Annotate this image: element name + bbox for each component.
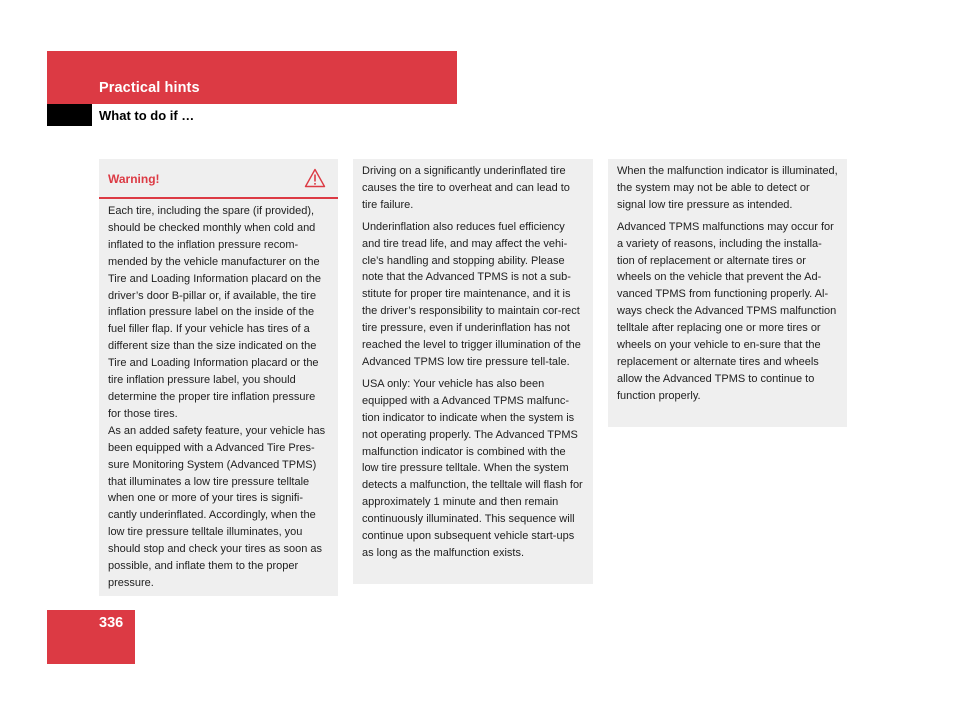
page-number: 336 xyxy=(99,615,124,631)
warning-paragraph: Each tire, including the spare (if provided), should be checked monthly when cold and inflated to the inflation pressure recom-mended by the vehicle manufacturer on the Tire and Loading Information placard on the driver’s door B-pillar or, if available, the tire inflation pressure label on the inside of the fuel filler flap. If your vehicle has tires of a different size than the size indicated on the Tire and Loading Information placard or the tire inflation pressure label, you should determine the proper tire inflation pressure for those tires. xyxy=(108,205,322,420)
warning-body xyxy=(99,199,338,592)
body-paragraph: Underinflation also reduces fuel efficiency and tire tread life, and may affect the vehi-cle’s handling and stopping ability. Please note that the Advanced TPMS is not a sub-stitute for proper tire maintenance, and it is the driver’s responsibility to maintain cor-rect tire pressure, even if underinflation has not reached the level to trigger illumination of the Advanced TPMS low tire pressure tell-tale. xyxy=(362,220,581,368)
body-paragraph: USA only: Your vehicle has also been equipped with a Advanced TPMS malfunc-tion indicator to indicate when the system is not operating properly. The Advanced TPMS malfunction indicator is combined with the low tire pressure telltale. When the system detects a malfunction, the telltale will flash for approximately 1 minute and then remain continuously illuminated. This sequence will continue upon subsequent vehicle start-ups as long as the malfunction exists. xyxy=(362,377,583,559)
subsection-title: What to do if … xyxy=(99,108,195,123)
body-paragraph: Advanced TPMS malfunctions may occur for a variety of reasons, including the installa-tion of replacement or alternate tires or wheels on the vehicle that prevent the Ad-vanced TPMS from functioning properly. Al-ways check the Advanced TPMS malfunction telltale after replacing one or more tires or wheels on your vehicle to en-sure that the replacement or alternate tires and wheels allow the Advanced TPMS to continue to function properly. xyxy=(617,220,837,402)
warning-box xyxy=(99,159,338,596)
warning-paragraph: As an added safety feature, your vehicle has been equipped with a Advanced Tire Pres-sure Monitoring System (Advanced TPMS) that illuminates a low tire pressure telltale when one or more of your tires is signifi-cantly underinflated. Accordingly, when the low tire pressure telltale illuminates, you should stop and check your tires as soon as possible, and inflate them to the proper pressure. xyxy=(108,424,326,589)
warning-title: Warning! xyxy=(108,172,160,186)
text-column-3 xyxy=(608,159,847,427)
section-title: Practical hints xyxy=(99,80,200,96)
warning-triangle-icon xyxy=(304,168,326,188)
warning-header xyxy=(99,159,338,199)
section-tab-marker xyxy=(47,104,92,126)
body-paragraph: Driving on a significantly underinflated tire causes the tire to overheat and can lead to tire failure. xyxy=(362,165,570,211)
body-paragraph: When the malfunction indicator is illuminated, the system may not be able to detect or signal low tire pressure as intended. xyxy=(617,165,838,211)
text-column-2 xyxy=(353,159,593,584)
header-band xyxy=(47,51,457,104)
